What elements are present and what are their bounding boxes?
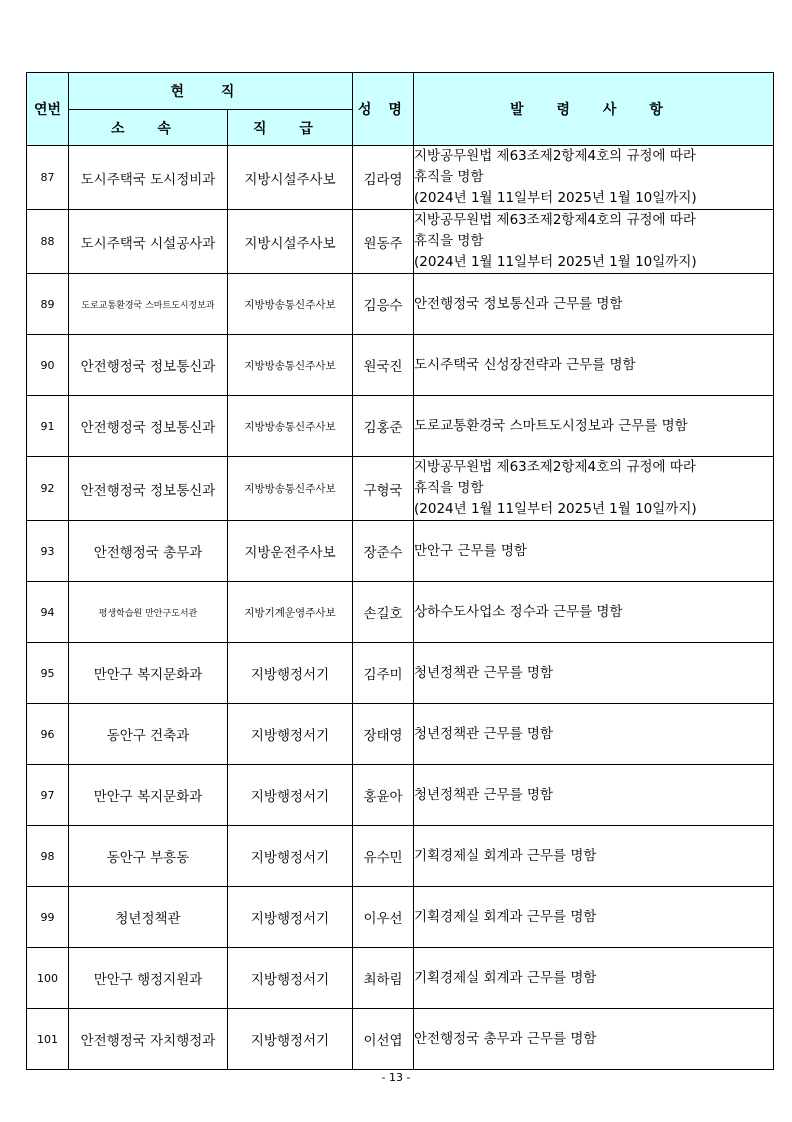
row-department: 안전행정국 정보통신과 — [69, 335, 228, 396]
table-row — [27, 210, 774, 274]
order-line: 휴직을 명함 — [414, 169, 484, 185]
row-rank: 지방기계운영주사보 — [228, 582, 353, 643]
row-number: 90 — [27, 335, 69, 396]
order-line: 기획경제실 회계과 근무를 명함 — [414, 969, 597, 986]
row-rank: 지방방송통신주사보 — [228, 457, 353, 521]
order-line: (2024년 1월 11일부터 2025년 1월 10일까지) — [414, 190, 697, 206]
row-number: 94 — [27, 582, 69, 643]
row-rank: 지방시설주사보 — [228, 210, 353, 274]
row-number: 100 — [27, 948, 69, 1009]
row-name: 이선엽 — [353, 1009, 414, 1070]
row-order — [414, 396, 774, 457]
order-line: (2024년 1월 11일부터 2025년 1월 10일까지) — [414, 501, 697, 517]
row-order — [414, 210, 774, 274]
row-number: 87 — [27, 146, 69, 210]
order-line: 지방공무원법 제63조제2항제4호의 규정에 따라 — [414, 212, 696, 228]
row-name: 원동주 — [353, 210, 414, 274]
row-rank: 지방행정서기 — [228, 948, 353, 1009]
header-name: 성 명 — [353, 73, 414, 146]
header-current-position: 현 직 — [69, 73, 353, 110]
row-rank: 지방방송통신주사보 — [228, 335, 353, 396]
row-name: 김응수 — [353, 274, 414, 335]
row-name: 장태영 — [353, 704, 414, 765]
row-name: 최하림 — [353, 948, 414, 1009]
row-rank: 지방방송통신주사보 — [228, 396, 353, 457]
row-order — [414, 643, 774, 704]
row-number: 88 — [27, 210, 69, 274]
table-row — [27, 335, 774, 396]
row-department: 도시주택국 시설공사과 — [69, 210, 228, 274]
row-department: 도시주택국 도시정비과 — [69, 146, 228, 210]
table-row — [27, 457, 774, 521]
row-name: 김홍준 — [353, 396, 414, 457]
row-department: 만안구 행정지원과 — [69, 948, 228, 1009]
row-name: 김라영 — [353, 146, 414, 210]
row-department: 안전행정국 자치행정과 — [69, 1009, 228, 1070]
row-order — [414, 826, 774, 887]
table-row — [27, 643, 774, 704]
table-row — [27, 521, 774, 582]
order-line: 안전행정국 정보통신과 근무를 명함 — [414, 295, 623, 312]
row-order — [414, 1009, 774, 1070]
table-row — [27, 765, 774, 826]
order-line: (2024년 1월 11일부터 2025년 1월 10일까지) — [414, 254, 697, 270]
row-department: 안전행정국 정보통신과 — [69, 457, 228, 521]
row-number: 95 — [27, 643, 69, 704]
row-number: 89 — [27, 274, 69, 335]
order-line: 지방공무원법 제63조제2항제4호의 규정에 따라 — [414, 148, 696, 164]
row-name: 김주미 — [353, 643, 414, 704]
row-order — [414, 335, 774, 396]
row-name: 유수민 — [353, 826, 414, 887]
table-row — [27, 948, 774, 1009]
table-row — [27, 274, 774, 335]
row-department: 동안구 건축과 — [69, 704, 228, 765]
row-name: 홍윤아 — [353, 765, 414, 826]
row-order — [414, 521, 774, 582]
row-name: 장준수 — [353, 521, 414, 582]
row-department: 동안구 부흥동 — [69, 826, 228, 887]
row-department: 청년정책관 — [69, 887, 228, 948]
table-row — [27, 146, 774, 210]
order-line: 기획경제실 회계과 근무를 명함 — [414, 908, 597, 925]
page-number: - 13 - — [381, 1071, 411, 1084]
row-number: 93 — [27, 521, 69, 582]
row-department: 만안구 복지문화과 — [69, 765, 228, 826]
order-line: 휴직을 명함 — [414, 233, 484, 249]
order-line: 청년정책관 근무를 명함 — [414, 725, 553, 742]
row-department: 안전행정국 총무과 — [69, 521, 228, 582]
personnel-order-table — [26, 72, 774, 1070]
header-order: 발 령 사 항 — [414, 73, 774, 146]
row-order — [414, 704, 774, 765]
row-order — [414, 948, 774, 1009]
row-number: 101 — [27, 1009, 69, 1070]
row-order — [414, 274, 774, 335]
row-rank: 지방행정서기 — [228, 765, 353, 826]
row-rank: 지방운전주사보 — [228, 521, 353, 582]
row-number: 99 — [27, 887, 69, 948]
order-line: 도시주택국 신성장전략과 근무를 명함 — [414, 356, 636, 373]
row-name: 이우선 — [353, 887, 414, 948]
row-name: 원국진 — [353, 335, 414, 396]
table-row — [27, 887, 774, 948]
row-rank: 지방방송통신주사보 — [228, 274, 353, 335]
table-row — [27, 1009, 774, 1070]
row-rank: 지방행정서기 — [228, 887, 353, 948]
row-order — [414, 582, 774, 643]
row-number: 91 — [27, 396, 69, 457]
order-line: 만안구 근무를 명함 — [414, 542, 527, 559]
order-line: 기획경제실 회계과 근무를 명함 — [414, 847, 597, 864]
row-rank: 지방시설주사보 — [228, 146, 353, 210]
row-number: 98 — [27, 826, 69, 887]
order-line: 안전행정국 총무과 근무를 명함 — [414, 1030, 597, 1047]
header-rank: 직 급 — [228, 110, 353, 146]
header-dept: 소 속 — [69, 110, 228, 146]
row-rank: 지방행정서기 — [228, 1009, 353, 1070]
order-line: 도로교통환경국 스마트도시정보과 근무를 명함 — [414, 417, 688, 434]
row-number: 92 — [27, 457, 69, 521]
table-row — [27, 704, 774, 765]
row-department: 평생학습원 만안구도서관 — [69, 582, 228, 643]
row-department: 만안구 복지문화과 — [69, 643, 228, 704]
order-line: 상하수도사업소 정수과 근무를 명함 — [414, 603, 623, 620]
row-number: 96 — [27, 704, 69, 765]
row-department: 도로교통환경국 스마트도시정보과 — [69, 274, 228, 335]
table-row — [27, 396, 774, 457]
order-line: 청년정책관 근무를 명함 — [414, 786, 553, 803]
order-line: 청년정책관 근무를 명함 — [414, 664, 553, 681]
row-order — [414, 146, 774, 210]
table-body — [27, 146, 774, 1070]
row-order — [414, 457, 774, 521]
row-department: 안전행정국 정보통신과 — [69, 396, 228, 457]
row-order — [414, 887, 774, 948]
table-row — [27, 826, 774, 887]
table-row — [27, 582, 774, 643]
order-line: 지방공무원법 제63조제2항제4호의 규정에 따라 — [414, 459, 696, 475]
row-order — [414, 765, 774, 826]
row-number: 97 — [27, 765, 69, 826]
order-line: 휴직을 명함 — [414, 480, 484, 496]
row-rank: 지방행정서기 — [228, 826, 353, 887]
row-name: 손길호 — [353, 582, 414, 643]
row-name: 구형국 — [353, 457, 414, 521]
row-rank: 지방행정서기 — [228, 704, 353, 765]
header-seq: 연번 — [27, 73, 69, 146]
row-rank: 지방행정서기 — [228, 643, 353, 704]
